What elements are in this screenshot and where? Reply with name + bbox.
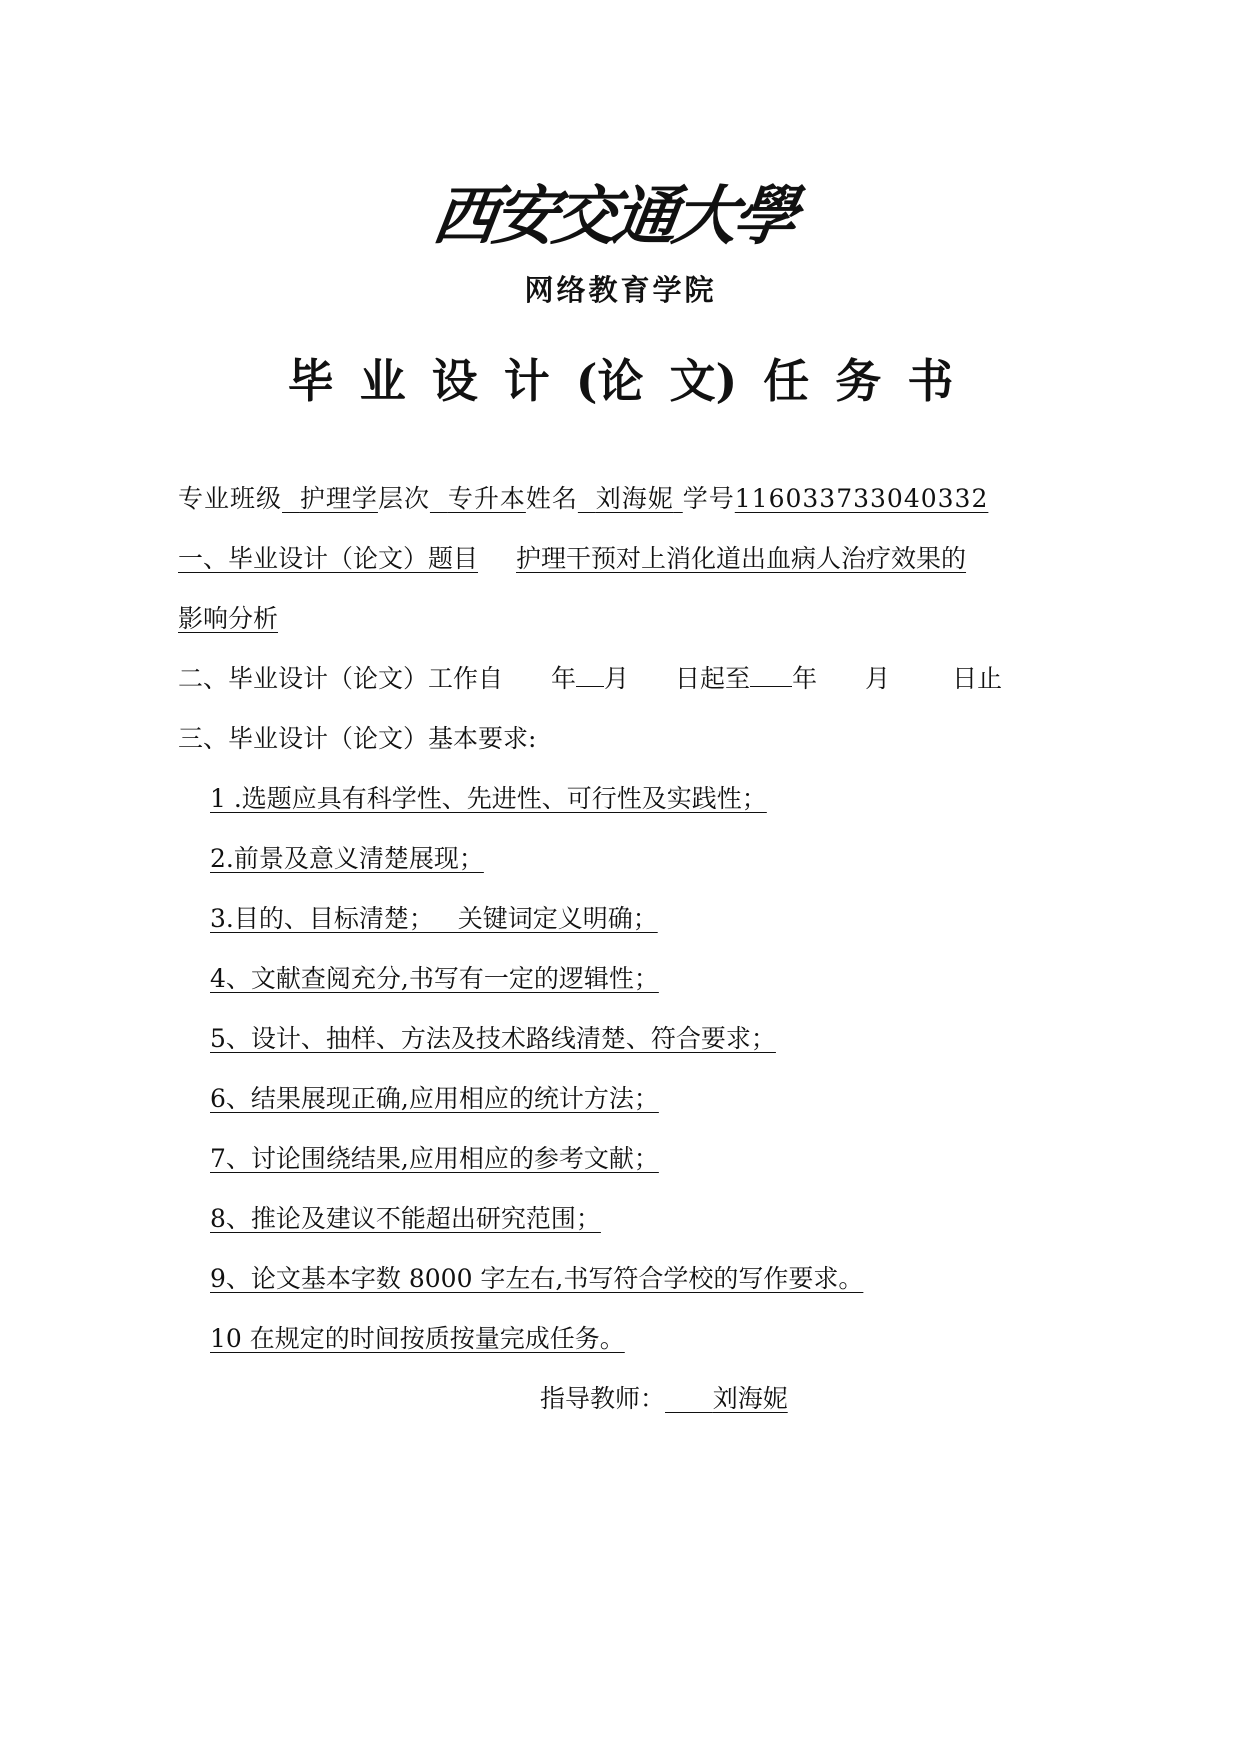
requirement-item: 2.前景及意义清楚展现； [210,844,484,873]
name-label: 姓名 [525,484,578,513]
requirement-item: 6、结果展现正确,应用相应的统计方法； [210,1084,659,1113]
level-value: 专升本 [447,484,526,513]
major-value: 护理学 [299,484,378,513]
id-value: 116033733040332 [734,484,989,513]
requirement-item: 9、论文基本字数 8000 字左右,书写符合学校的写作要求。 [210,1264,864,1293]
requirement-item: 7、讨论围绕结果,应用相应的参考文献； [210,1144,659,1173]
school-name: 网络教育学院 [524,273,717,307]
requirement-item: 1 .选题应具有科学性、先进性、可行性及实践性； [210,784,767,813]
advisor-label: 指导教师： [540,1384,666,1413]
thesis-topic-line1: 一、毕业设计（论文）题目 护理干预对上消化道出血病人治疗效果的 [178,544,967,573]
student-info-line [178,482,988,516]
requirement-item: 10 在规定的时间按质按量完成任务。 [210,1324,625,1353]
thesis-topic-line2: 影响分析 [178,604,279,633]
work-schedule-line: 二、毕业设计（论文）工作自 年 月 日起至 年 月 日止 [178,664,1003,693]
advisor-line [540,1382,788,1416]
requirement-item: 4、文献查阅充分,书写有一定的逻辑性； [210,964,659,993]
requirement-item: 8、推论及建议不能超出研究范围； [210,1204,601,1233]
level-label: 层次 [377,484,430,513]
requirement-item: 3.目的、目标清楚； 关键词定义明确； [210,904,658,933]
svg-text:西安交通大學: 西安交通大學 [428,179,799,254]
name-value: 刘海妮 [595,484,674,513]
id-label: 学号 [682,484,735,513]
advisor-name: 刘海妮 [712,1384,788,1413]
requirements-heading: 三、毕业设计（论文）基本要求: [178,724,537,753]
requirement-item: 5、设计、抽样、方法及技术路线清楚、符合要求； [210,1024,776,1053]
document-title: 毕 业 设 计 (论 文) 任 务 书 [287,354,954,408]
university-logo [428,170,799,260]
major-label: 专业班级 [178,484,283,513]
